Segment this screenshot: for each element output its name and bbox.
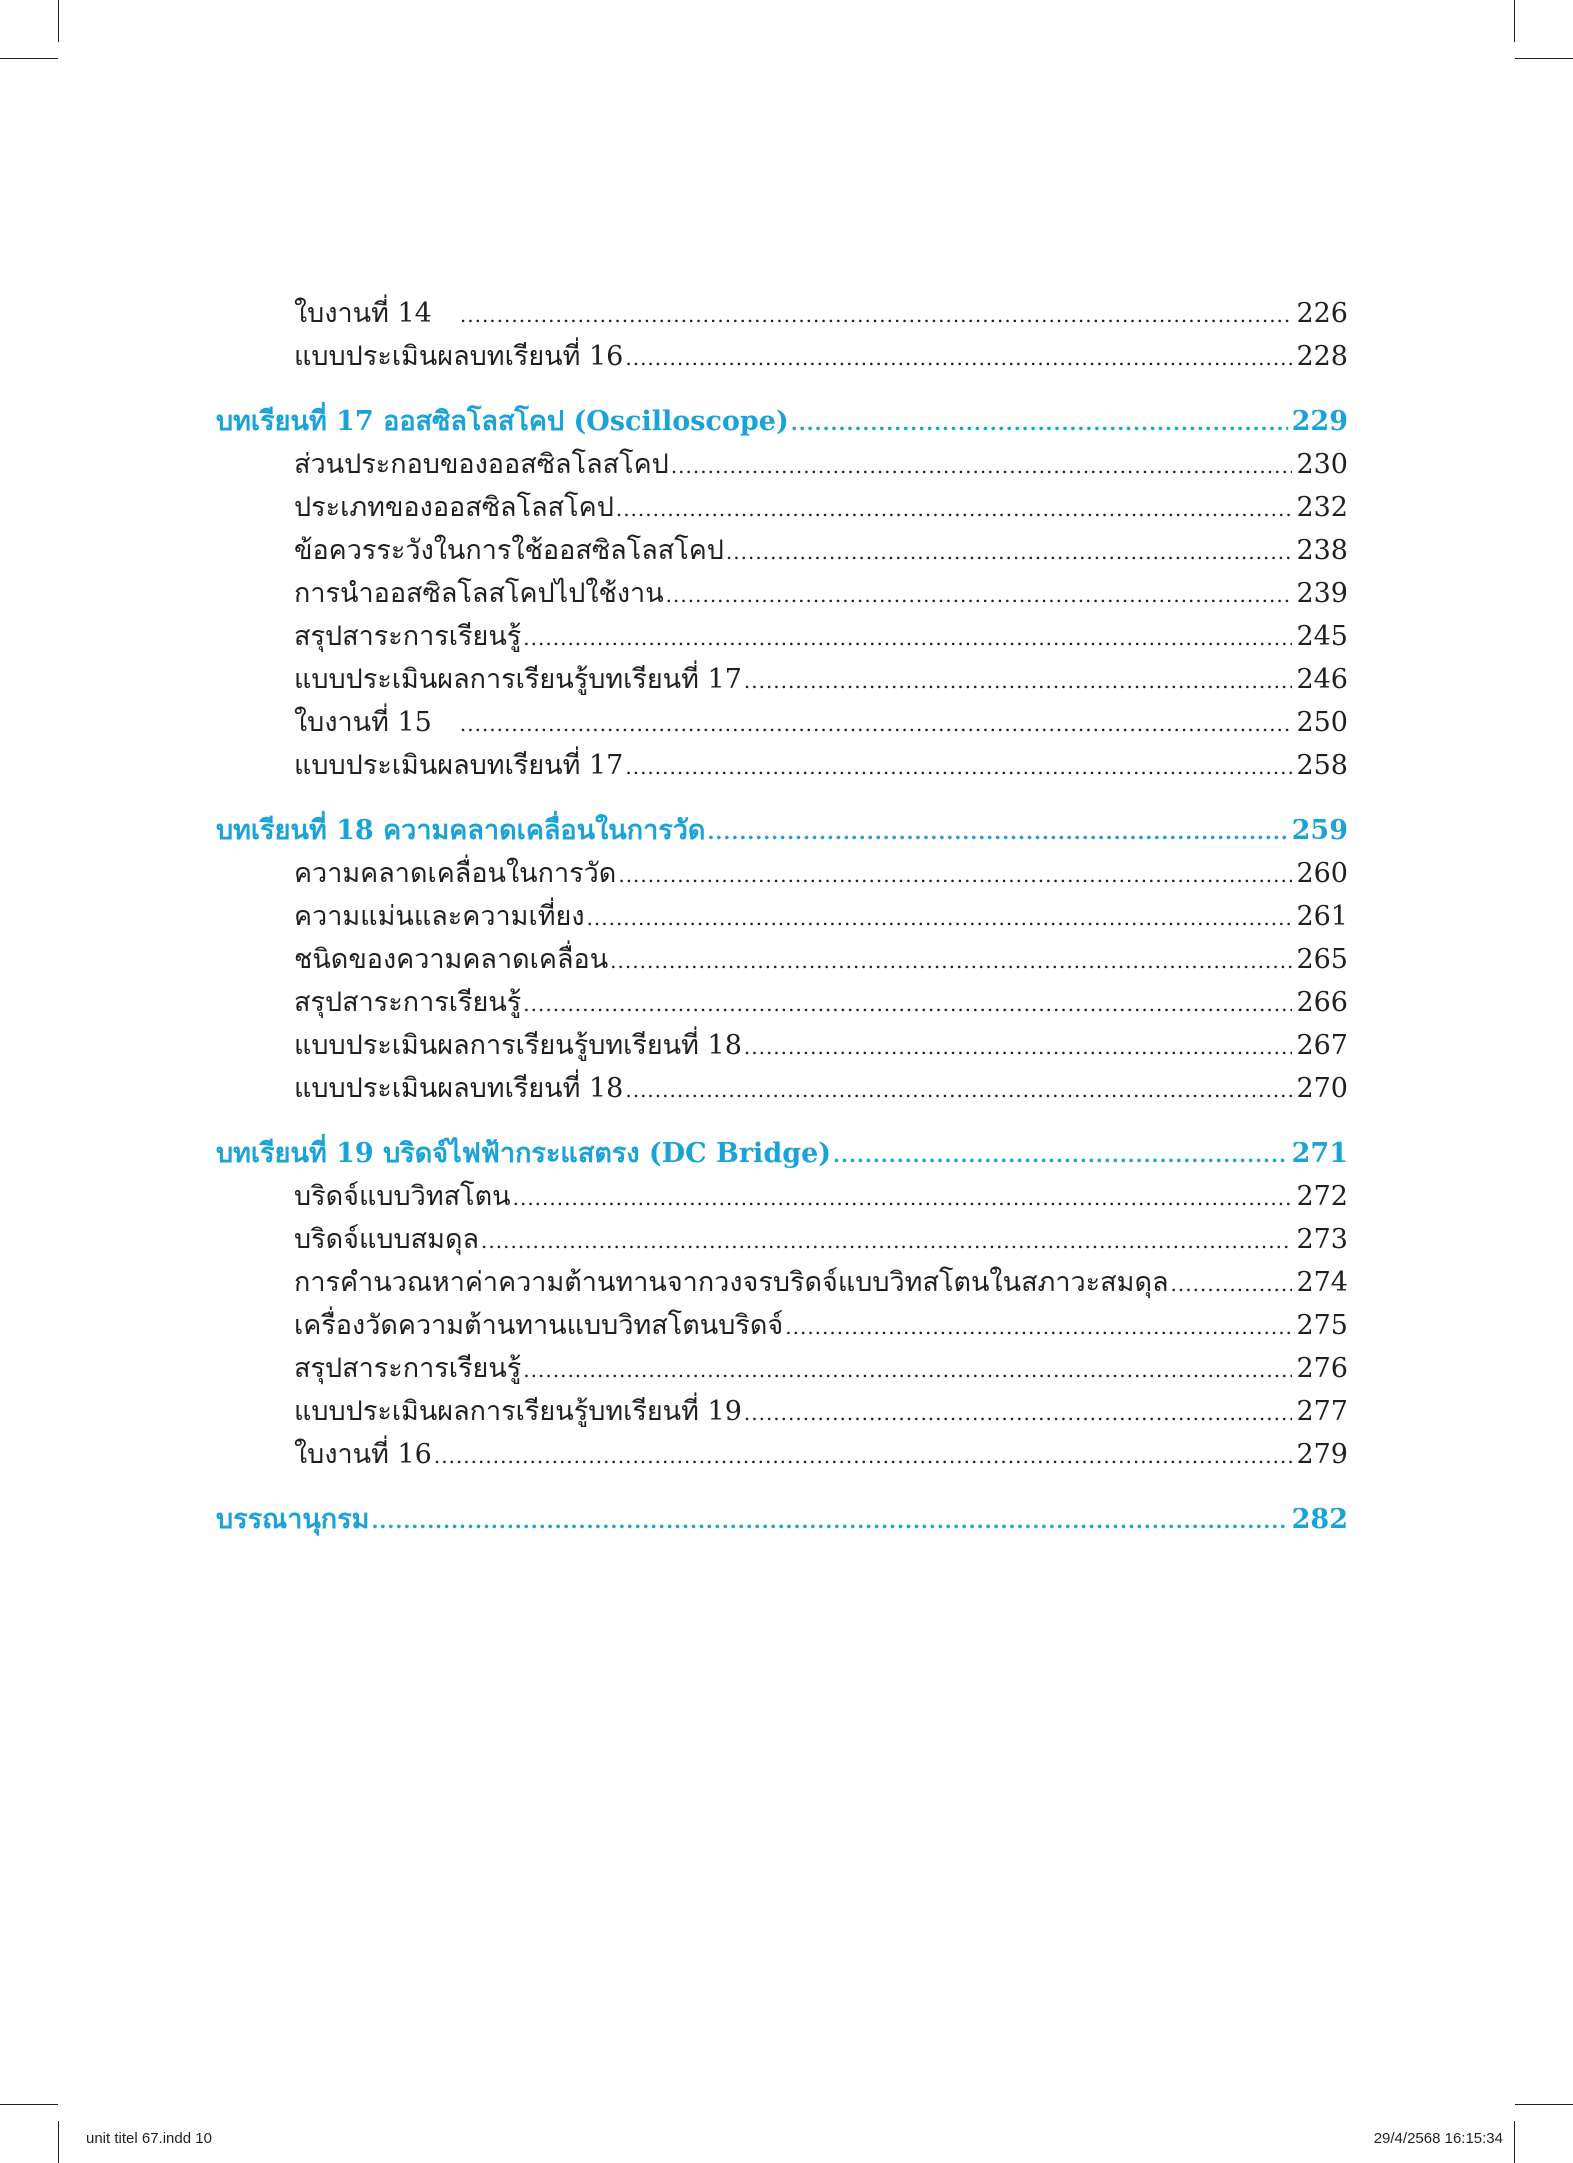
toc-item	[216, 1067, 1348, 1110]
toc-label: ใบงานที่ 15	[294, 707, 432, 738]
toc-page-number: 226	[1296, 298, 1348, 329]
toc-item	[216, 572, 1348, 615]
toc-label: บทเรียนที่ 17 ออสซิลโลสโคป (Oscilloscope)	[216, 406, 789, 437]
toc-item	[216, 981, 1348, 1024]
toc-page-number: 276	[1296, 1353, 1348, 1384]
toc-label: บทเรียนที่ 18 ความคลาดเคลื่อนในการวัด	[216, 815, 706, 846]
toc-page-number: 282	[1291, 1504, 1348, 1535]
toc-page-number: 258	[1296, 750, 1348, 781]
toc-item	[216, 1433, 1348, 1476]
crop-mark	[1515, 2104, 1573, 2105]
toc-page-number: 228	[1296, 341, 1348, 372]
dot-leader	[523, 617, 1292, 660]
toc-chapter	[216, 809, 1348, 852]
toc-page-number: 267	[1296, 1030, 1348, 1061]
toc-item	[216, 658, 1348, 701]
toc-label: บรรณานุกรม	[216, 1504, 370, 1535]
toc-item	[216, 1390, 1348, 1433]
toc-label: ใบงานที่ 16	[294, 1439, 432, 1470]
toc-label: สรุปสาระการเรียนรู้	[294, 621, 522, 652]
toc-label: ความคลาดเคลื่อนในการวัด	[294, 858, 617, 889]
dot-leader	[587, 897, 1293, 940]
dot-leader	[791, 402, 1288, 445]
dot-leader	[481, 1220, 1292, 1263]
toc-item	[216, 335, 1348, 378]
slug-timestamp: 29/4/2568 16:15:34	[1373, 2130, 1503, 2147]
toc-page-number: 230	[1296, 449, 1348, 480]
toc-item	[216, 1218, 1348, 1261]
toc-label: สรุปสาระการเรียนรู้	[294, 987, 522, 1018]
toc-item	[216, 1175, 1348, 1218]
dot-leader	[744, 1026, 1293, 1069]
dot-leader	[616, 488, 1293, 531]
toc-item	[216, 292, 1348, 335]
toc-chapter	[216, 1498, 1348, 1541]
dot-leader	[460, 703, 1293, 746]
dot-leader	[833, 1134, 1288, 1177]
dot-leader	[707, 811, 1287, 854]
toc-page-number: 266	[1296, 987, 1348, 1018]
toc-page-number: 246	[1296, 664, 1348, 695]
crop-mark	[1515, 58, 1573, 59]
toc-item	[216, 938, 1348, 981]
toc-page-number: 275	[1296, 1310, 1348, 1341]
toc-page-number: 270	[1296, 1073, 1348, 1104]
dot-leader	[460, 294, 1293, 337]
toc-label: แบบประเมินผลการเรียนรู้บทเรียนที่ 18	[294, 1030, 742, 1061]
toc-item	[216, 615, 1348, 658]
toc-item	[216, 852, 1348, 895]
toc-page-number: 273	[1296, 1224, 1348, 1255]
dot-leader	[625, 1069, 1292, 1112]
toc-label: แบบประเมินผลการเรียนรู้บทเรียนที่ 17	[294, 664, 742, 695]
dot-leader	[523, 1349, 1292, 1392]
toc-label: แบบประเมินผลบทเรียนที่ 18	[294, 1073, 624, 1104]
toc-label: การนำออสซิลโลสโคปไปใช้งาน	[294, 578, 664, 609]
toc-label: บริดจ์แบบวิทสโตน	[294, 1181, 511, 1212]
toc-page-number: 229	[1291, 406, 1348, 437]
toc-item	[216, 744, 1348, 787]
toc-page-number: 277	[1296, 1396, 1348, 1427]
toc-item	[216, 1261, 1348, 1304]
crop-mark	[58, 0, 59, 42]
toc-label: ข้อควรระวังในการใช้ออสซิลโลสโคป	[294, 535, 724, 566]
toc-page-number: 250	[1296, 707, 1348, 738]
dot-leader	[523, 983, 1292, 1026]
dot-leader	[434, 1435, 1293, 1478]
toc-label: ประเภทของออสซิลโลสโคป	[294, 492, 614, 523]
toc-item	[216, 529, 1348, 572]
toc-label: แบบประเมินผลบทเรียนที่ 17	[294, 750, 624, 781]
toc-item	[216, 486, 1348, 529]
crop-mark	[1514, 0, 1515, 42]
toc-page-number: 271	[1291, 1138, 1348, 1169]
toc-page-number: 274	[1296, 1267, 1348, 1298]
toc-item	[216, 1304, 1348, 1347]
toc-page-number: 245	[1296, 621, 1348, 652]
toc-page-number: 261	[1296, 901, 1348, 932]
dot-leader	[610, 940, 1292, 983]
toc-label: สรุปสาระการเรียนรู้	[294, 1353, 522, 1384]
dot-leader	[1171, 1263, 1293, 1306]
dot-leader	[371, 1500, 1287, 1543]
toc-item	[216, 701, 1348, 744]
toc-label: ส่วนประกอบของออสซิลโลสโคป	[294, 449, 669, 480]
crop-mark	[0, 58, 58, 59]
dot-leader	[625, 337, 1292, 380]
crop-mark	[58, 2121, 59, 2163]
toc-page-number: 239	[1296, 578, 1348, 609]
toc-chapter	[216, 400, 1348, 443]
toc-label: ใบงานที่ 14	[294, 298, 432, 329]
table-of-contents	[216, 292, 1348, 1541]
toc-label: แบบประเมินผลบทเรียนที่ 16	[294, 341, 624, 372]
toc-label: แบบประเมินผลการเรียนรู้บทเรียนที่ 19	[294, 1396, 742, 1427]
toc-item	[216, 895, 1348, 938]
crop-mark	[0, 2104, 58, 2105]
dot-leader	[666, 574, 1293, 617]
dot-leader	[671, 445, 1293, 488]
toc-page-number: 259	[1291, 815, 1348, 846]
toc-page-number: 265	[1296, 944, 1348, 975]
toc-label: เครื่องวัดความต้านทานแบบวิทสโตนบริดจ์	[294, 1310, 784, 1341]
toc-page-number: 272	[1296, 1181, 1348, 1212]
toc-item	[216, 1024, 1348, 1067]
toc-label: ความแม่นและความเที่ยง	[294, 901, 585, 932]
toc-page-number: 232	[1296, 492, 1348, 523]
dot-leader	[726, 531, 1293, 574]
dot-leader	[744, 660, 1293, 703]
dot-leader	[513, 1177, 1293, 1220]
slug-filename: unit titel 67.indd 10	[86, 2130, 212, 2147]
toc-item	[216, 443, 1348, 486]
dot-leader	[618, 854, 1292, 897]
dot-leader	[625, 746, 1292, 789]
toc-label: การคำนวณหาค่าความต้านทานจากวงจรบริดจ์แบบวิทสโตนในสภาวะสมดุล	[294, 1267, 1169, 1298]
toc-item	[216, 1347, 1348, 1390]
toc-label: ชนิดของความคลาดเคลื่อน	[294, 944, 609, 975]
toc-page-number: 260	[1296, 858, 1348, 889]
crop-mark	[1514, 2121, 1515, 2163]
toc-page-number: 238	[1296, 535, 1348, 566]
dot-leader	[744, 1392, 1293, 1435]
toc-label: บริดจ์แบบสมดุล	[294, 1224, 480, 1255]
dot-leader	[785, 1306, 1292, 1349]
toc-page-number: 279	[1296, 1439, 1348, 1470]
toc-chapter	[216, 1132, 1348, 1175]
toc-label: บทเรียนที่ 19 บริดจ์ไฟฟ้ากระแสตรง (DC Bridge)	[216, 1138, 832, 1169]
